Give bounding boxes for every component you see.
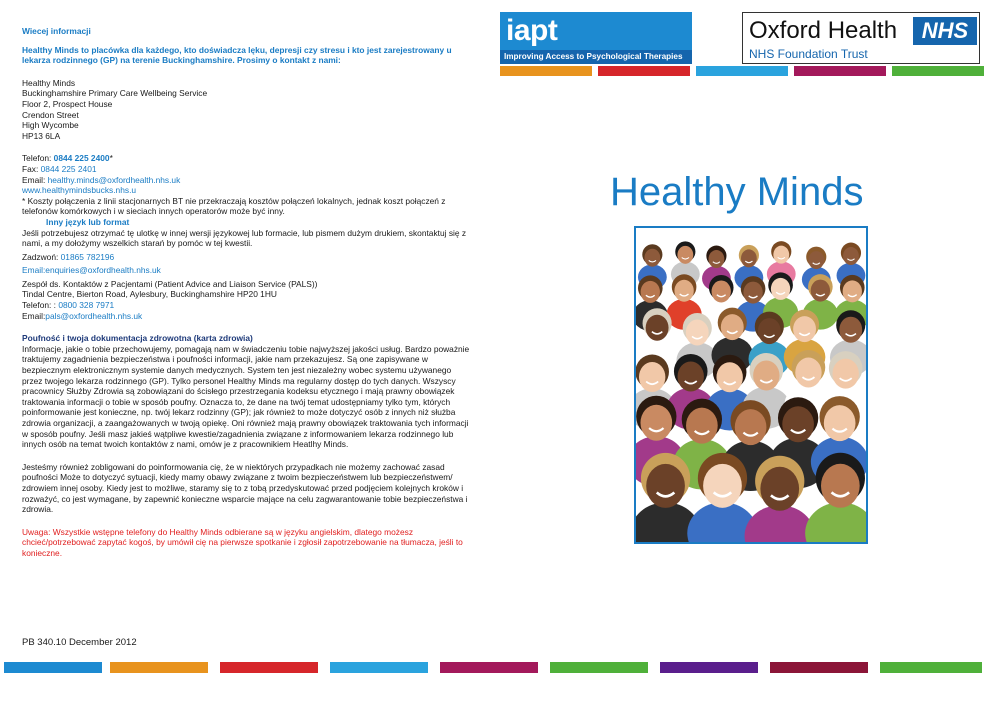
other-format-text: Jeśli potrzebujesz otrzymać tę ulotkę w innej wersji językowej lub formacie, lub pismem dużym drukiem, skontaktuj się z nami, a my dołożymy wszelkich starań by pomóc w tej kwestii. bbox=[22, 227, 467, 249]
email-label: Email: bbox=[22, 174, 48, 185]
oxford-health-name: Oxford Health bbox=[749, 17, 898, 44]
call-label: Zadzwoń: bbox=[22, 251, 61, 262]
person-face bbox=[721, 314, 744, 340]
email2-link[interactable]: enquiries@oxfordhealth.nhs.uk bbox=[45, 265, 161, 276]
foundation-trust: NHS Foundation Trust bbox=[749, 47, 868, 61]
website-link[interactable]: www.healthymindsbucks.nhs.u bbox=[22, 185, 137, 196]
left-panel bbox=[22, 26, 472, 559]
bar-maroon bbox=[770, 662, 868, 673]
info-heading: Wiecej informacji bbox=[22, 26, 91, 36]
email-link[interactable]: healthy.minds@oxfordhealth.nhs.uk bbox=[47, 174, 181, 185]
pals-line: Zespół ds. Kontaktów z Pacjentami (Patient Advice and Liaison Service (PALS)) bbox=[22, 278, 318, 289]
phone-star: * bbox=[109, 153, 113, 164]
person-face bbox=[678, 361, 704, 391]
iapt-logo bbox=[500, 12, 692, 64]
person-face bbox=[641, 281, 660, 303]
person-face bbox=[644, 249, 660, 267]
iapt-tagline: Improving Access to Psychological Therapies bbox=[500, 50, 692, 64]
address-line: Floor 2, Prospect House bbox=[22, 98, 113, 109]
address-line: Buckinghamshire Primary Care Wellbeing Service bbox=[22, 88, 208, 99]
confidentiality-heading: Poufność i twoja dokumentacja zdrowotna (karta zdrowia) bbox=[22, 333, 253, 344]
person-face bbox=[760, 467, 799, 511]
address-block bbox=[22, 78, 472, 142]
oxford-health-logo bbox=[742, 12, 980, 64]
bar-magenta bbox=[794, 66, 886, 76]
iapt-wordmark: iapt bbox=[506, 14, 558, 47]
warning-text: Uwaga: Wszystkie wstępne telefony do Healthy Minds odbierane są w języku angielskim, dlatego możesz chcieć/potrzebować zapytać kogoś, by umówił cię na pierwsze spotkanie i zgłosił zapotrzebowanie na tłumacza, jeśli to konieczne. bbox=[22, 526, 463, 558]
crowd-photo bbox=[634, 226, 868, 544]
person-face bbox=[743, 282, 762, 304]
person-face bbox=[824, 405, 856, 441]
bar-lightblue bbox=[696, 66, 788, 76]
pals-email-row bbox=[22, 311, 472, 322]
intro-text: Healthy Minds to placówka dla każdego, kto doświadcza lęku, depresji czy stresu i kto jest zarejestrowany u lekarza rodzinnego (GP) na terenie Buckinghamshire. Prosimy o kontakt z nami: bbox=[22, 44, 452, 66]
pals-line: Tindal Centre, Bierton Road, Aylesbury, Buckinghamshire HP20 1HU bbox=[22, 289, 277, 300]
call-row bbox=[22, 252, 472, 263]
person-face bbox=[646, 315, 669, 341]
person-face bbox=[782, 406, 814, 442]
confidentiality-text: Informacje, jakie o tobie przechowujemy, pomagają nam w świadczeniu tobie najwyższej jakości usług. Bardzo poważnie traktujemy zagadnienia bezpieczeństwa i poufności informacji, jakie nam przekazujesz. Są one zapisywane w bezpiecznym elektronicznym systemie danych medycznych. System ten jest niezależny wobec systemu używanego przez twojego lekarza rodzinnego (GP). Tylko personel Healthy Minds ma regularny dostęp do tych danych. Wszyscy pracownicy Służby Zdrowia są zobowiązani do ścisłego przestrzegania kodeksu etycznego i mają prawny obowiązek traktowania informacji o tobie w sposób poufny. Oznacza to, że dane na twój temat udostępniamy tylko tym, których poinformowanie jest konieczne, np. twój lekarz rodzinny (GP); jak również to może dotyczyć osób z innych niż służba zdrowia organizacji, a zaangażowanych w twoją opiekę. Oni również mają prawny obowiązek traktowania tych informacji w sposób poufny. Jeśli masz jakieś wątpliwe kwestie/zagadnienia związane z informowaniem lekarza rodzinnego lub innych osób na temat twoich kontaktów z nami, omów je z pracownikiem Heatlhy Minds. bbox=[22, 343, 470, 450]
other-format-heading: Inny język lub format bbox=[46, 216, 130, 227]
pals-phone-link[interactable]: 0800 328 7971 bbox=[58, 300, 115, 311]
person-face bbox=[758, 318, 781, 344]
person-face bbox=[674, 280, 693, 302]
top-color-bars bbox=[500, 66, 984, 76]
person-face bbox=[771, 278, 790, 300]
bar-lightblue bbox=[330, 662, 428, 673]
person-face bbox=[821, 464, 860, 508]
bottom-color-bars bbox=[4, 662, 988, 673]
phone-row bbox=[22, 153, 472, 164]
fax-row bbox=[22, 164, 472, 175]
person-face bbox=[640, 405, 672, 441]
call-link[interactable]: 01865 782196 bbox=[60, 251, 115, 262]
person-face bbox=[773, 246, 789, 264]
person-face bbox=[677, 246, 693, 264]
address-line: Healthy Minds bbox=[22, 77, 76, 88]
person-face bbox=[686, 408, 718, 444]
person-face bbox=[735, 409, 767, 445]
page-title: Healthy Minds bbox=[610, 170, 864, 214]
bar-green bbox=[880, 662, 982, 673]
address-line: Crendon Street bbox=[22, 109, 79, 120]
bar-red bbox=[598, 66, 690, 76]
fax-value: 0844 225 2401 bbox=[40, 163, 97, 174]
bar-orange bbox=[110, 662, 208, 673]
email-row bbox=[22, 175, 472, 186]
person-face bbox=[703, 464, 742, 508]
bar-green bbox=[550, 662, 648, 673]
pals-email-label: Email: bbox=[22, 310, 46, 321]
person-face bbox=[811, 280, 830, 302]
bar-magenta bbox=[440, 662, 538, 673]
person-face bbox=[708, 250, 724, 268]
address-line: HP13 6LA bbox=[22, 130, 61, 141]
pals-email-link[interactable]: pals@oxfordhealth.nhs.uk bbox=[45, 310, 143, 321]
person-face bbox=[712, 280, 731, 302]
email2-label: Email: bbox=[22, 265, 46, 276]
person-face bbox=[839, 317, 862, 343]
bar-red bbox=[220, 662, 318, 673]
person-face bbox=[843, 280, 862, 302]
person-face bbox=[686, 320, 709, 346]
person-face bbox=[741, 249, 757, 267]
email2-row bbox=[22, 265, 472, 276]
pals-phone-label: Telefon: : bbox=[22, 300, 59, 311]
phone-label: Telefon: bbox=[22, 153, 54, 164]
fax-label: Fax: bbox=[22, 163, 41, 174]
person-face bbox=[753, 360, 779, 390]
person-face bbox=[843, 247, 859, 265]
person-face bbox=[716, 362, 742, 392]
bar-orange bbox=[500, 66, 592, 76]
person-face bbox=[639, 362, 665, 392]
nhs-badge: NHS bbox=[913, 17, 977, 45]
obligation-text: Jesteśmy również zobligowani do poinformowania cię, że w niektórych przypadkach nie możemy zachować zasad poufności Może to dotyczyć sytuacji, kiedy mamy obawy związane z twoim bezpieczeństwem lub bezpieczeństwem/ zdrowiem innej osoby. Kiedy jest to możliwe, staramy się to z tobą przedyskutować przed podjęciem kolejnych kroków i rozważyć, co jest wymagane, by zapewnić konieczne wsparcie mające na celu zagwarantowanie tobie bezpieczeństwa i zdrowia. bbox=[22, 461, 468, 515]
pals-phone-row bbox=[22, 300, 472, 311]
bar-purple bbox=[660, 662, 758, 673]
address-line: High Wycombe bbox=[22, 120, 79, 131]
person-face bbox=[646, 464, 685, 508]
reference-code: PB 340.10 December 2012 bbox=[22, 637, 137, 648]
person-face bbox=[793, 316, 816, 342]
phone-link[interactable]: 0844 225 2400 bbox=[53, 153, 110, 164]
bar-green bbox=[892, 66, 984, 76]
crowd-illustration bbox=[636, 228, 866, 542]
person-face bbox=[832, 359, 858, 389]
cost-note: * Koszty połączenia z linii stacjonarnych BT nie przekraczają kosztów połączeń lokalnych, jednak koszt połączeń z telefonów komórkowych i w sieciach innych operatorów może być inny. bbox=[22, 195, 446, 217]
bar-blue bbox=[4, 662, 102, 673]
person-face bbox=[808, 251, 824, 269]
person-face bbox=[795, 358, 821, 388]
